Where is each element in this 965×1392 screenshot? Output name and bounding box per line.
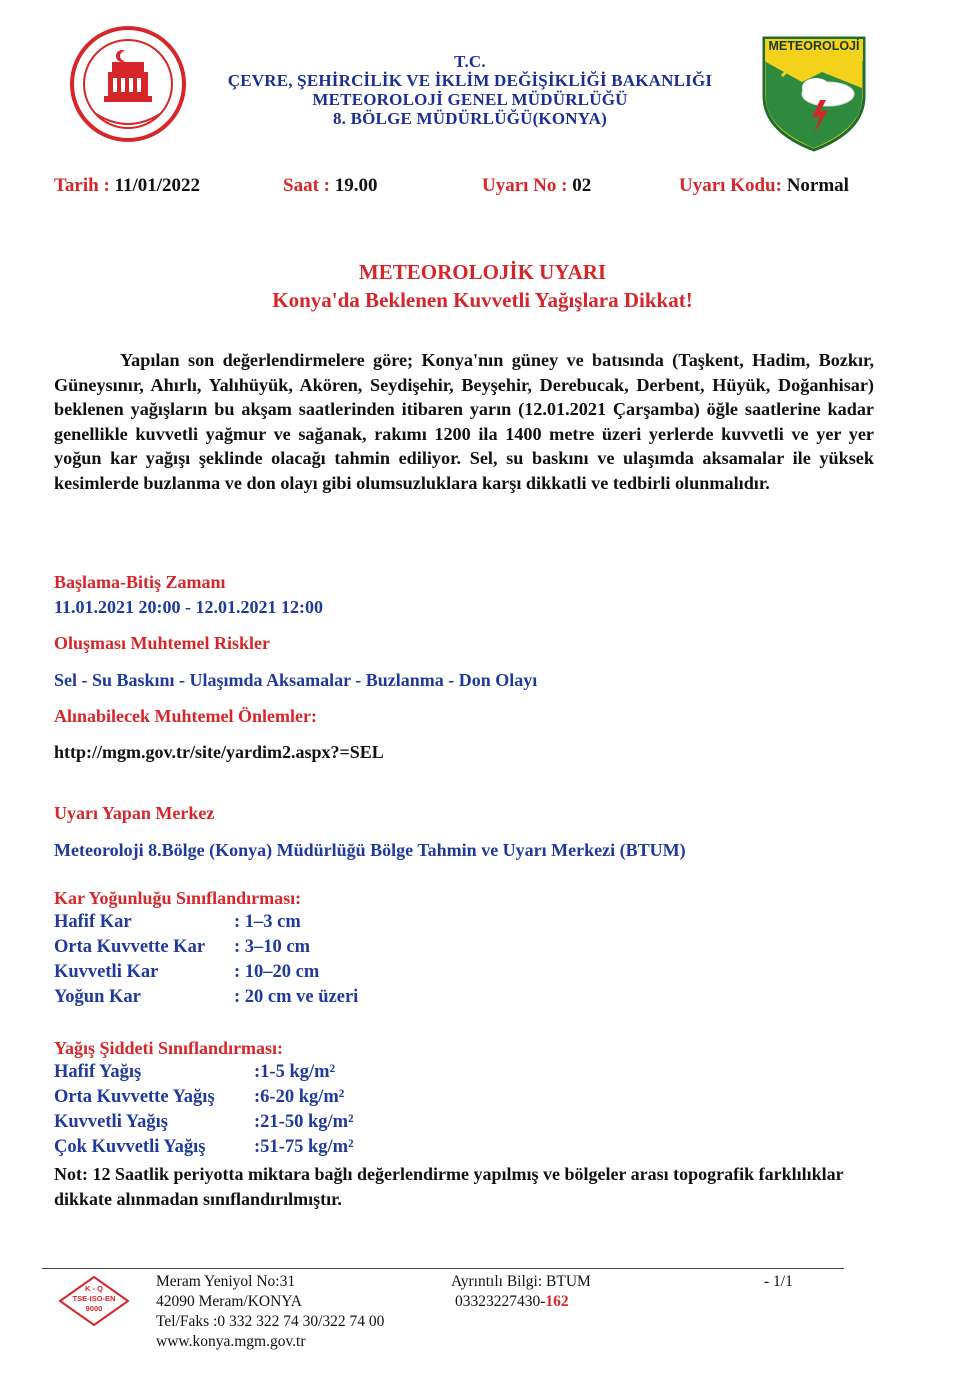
header-directorate: METEOROLOJİ GENEL MÜDÜRLÜĞÜ [312,90,628,109]
table-row: Kuvvetli Kar : 10–20 cm [54,962,320,982]
warning-title: METEOROLOJİK UYARI [358,260,607,284]
logo-text: METEOROLOJİ [768,39,860,53]
table-row: Orta Kuvvette Yağış :6-20 kg/m² [54,1087,345,1107]
measures-heading: Alınabilecek Muhtemel Önlemler: [54,706,317,726]
table-row: Kuvvetli Yağış :21-50 kg/m² [54,1112,354,1132]
rain-table [54,1062,354,1162]
footer-divider [42,1268,844,1269]
table-row: Orta Kuvvette Kar : 3–10 cm [54,937,311,957]
page-number: - 1/1 [764,1273,793,1290]
risks-list: Sel - Su Baskını - Ulaşımda Aksamalar - Buzlanma - Don Olayı [54,670,538,690]
table-row: Hafif Yağış :1-5 kg/m² [54,1062,336,1082]
rain-heading: Yağış Şiddeti Sınıflandırması: [54,1038,284,1058]
table-row: Çok Kuvvetli Yağış :51-75 kg/m² [54,1137,354,1157]
table-row: Yoğun Kar : 20 cm ve üzeri [54,987,359,1007]
snow-heading: Kar Yoğunluğu Sınıflandırması: [54,888,302,908]
date-field: Tarih : 11/01/2022 [54,175,201,196]
phone-fax: Tel/Faks :0 332 322 74 30/322 74 00 [156,1313,385,1330]
header-ministry: ÇEVRE, ŞEHİRCİLİK VE İKLİM DEĞİŞİKLİĞİ BAKANLIĞI [227,71,713,90]
header-tc: T.C. [454,52,486,71]
classification-note: Not: 12 Saatlik periyotta miktara bağlı değerlendirme yapılmış ve bölgeler arası topografik farklılıklar dikkate alınmadan sınıflandırılmıştır. [54,1164,844,1209]
website-link[interactable]: www.konya.mgm.gov.tr [156,1333,306,1350]
time-heading: Başlama-Bitiş Zamanı [54,572,226,592]
address-line-2: 42090 Meram/KONYA [156,1293,302,1310]
time-range: 11.01.2021 20:00 - 12.01.2021 12:00 [54,597,323,617]
header-region: 8. BÖLGE MÜDÜRLÜĞÜ(KONYA) [332,109,608,128]
warning-subtitle: Konya'da Beklenen Kuvvetli Yağışlara Dikkat! [272,288,693,312]
footer-address [156,1272,384,1352]
info-label: Ayrıntılı Bilgi: BTUM [451,1273,591,1290]
info-phone: 03323227430-162 [455,1293,569,1310]
address-line-1: Meram Yeniyol No:31 [156,1273,296,1290]
iso-certification-icon: K - Q TSE-ISO-EN 9000 [58,1275,130,1327]
warning-description: Yapılan son değerlendirmelere göre; Konya'nın güney ve batısında (Taşkent, Hadim, Bozkır, Güneysınır, Ahırlı, Yalıhüyük, Akören, Seydişehir, Beyşehir, Derebucak, Derbent, Hüyük, Doğanhisar) beklenen yağışların bu akşam saatlerinden itibaren yarın (12.01.2021 Çarşamba) öğle saatlerine kadar genellikle kuvvetli yağmur ve sağanak, rakımı 1200 ila 1400 metre üzeri yerlerde kuvvetli ve yer yer yoğun kar yağışı şeklinde olacağı tahmin ediliyor. Sel, su baskını ve ulaşımda aksamalar ile yüksek kesimlerde buzlanma ve don olayı gibi olumsuzluklara karşı dikkatli ve tedbirli olunmalıdır. [54,350,874,493]
header-organization [170,52,770,128]
warning-number-field: Uyarı No : 02 [482,175,592,196]
footer-info [451,1272,591,1312]
measures-link[interactable]: http://mgm.gov.tr/site/yardim2.aspx?=SEL [54,742,384,762]
table-row: Hafif Kar : 1–3 cm [54,912,301,932]
snow-table [54,912,359,1012]
warning-code-field: Uyarı Kodu: Normal [679,175,849,196]
center-name: Meteoroloji 8.Bölge (Konya) Müdürlüğü Bölge Tahmin ve Uyarı Merkezi (BTUM) [54,840,686,860]
risks-heading: Oluşması Muhtemel Riskler [54,633,270,653]
center-heading: Uyarı Yapan Merkez [54,803,215,823]
time-field: Saat : 19.00 [283,175,378,196]
meteoroloji-logo [762,36,866,152]
